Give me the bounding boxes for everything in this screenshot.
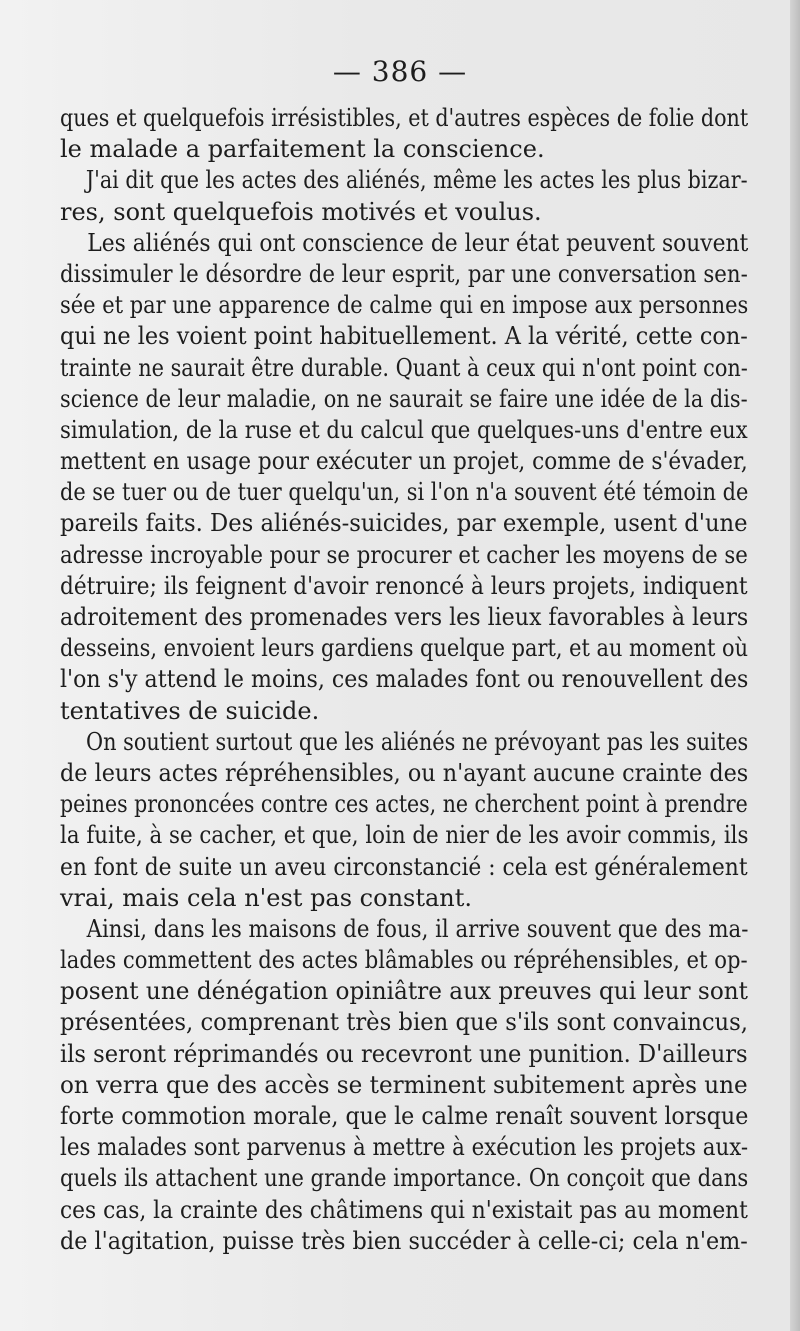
text-line: sée et par une apparence de calme qui en impose aux personnes [60, 291, 749, 320]
text-line: simulation, de la ruse et du calcul que quelques-uns d'entre eux [60, 415, 748, 444]
text-line: tentatives de suicide. [60, 696, 320, 725]
text-line: on verra que des accès se terminent subitement après une [60, 1070, 748, 1099]
text-line: Ainsi, dans les maisons de fous, il arrive souvent que des ma- [86, 914, 749, 943]
text-line: Les aliénés qui ont conscience de leur état peuvent souvent [87, 228, 749, 257]
text-line: trainte ne saurait être durable. Quant à ceux qui n'ont point con- [60, 353, 748, 382]
text-line: de se tuer ou de tuer quelqu'un, si l'on n'a souvent été témoin de [60, 478, 749, 507]
page-number: — 386 — [332, 55, 468, 88]
text-line: de leurs actes répréhensibles, ou n'ayant aucune crainte des [60, 758, 749, 787]
text-line: présentées, comprenant très bien que s'ils sont convaincus, [60, 1008, 749, 1037]
text-line: adroitement des promenades vers les lieux favorables à leurs [60, 603, 749, 631]
text-line: les malades sont parvenus à mettre à exécution les projets aux- [60, 1133, 749, 1162]
text-line: lades commettent des actes blâmables ou répréhensibles, et op- [60, 946, 748, 975]
text-line: On soutient surtout que les aliénés ne prévoyant pas les suites [86, 727, 749, 756]
text-line: de l'agitation, puisse très bien succéder à celle-ci; cela n'em- [60, 1226, 748, 1255]
text-line: forte commotion morale, que le calme renaît souvent lorsque [60, 1102, 749, 1130]
text-line: science de leur maladie, on ne saurait se faire une idée de la dis- [60, 384, 748, 413]
text-line: mettent en usage pour exécuter un projet, comme de s'évader, [60, 447, 748, 476]
page-text [60, 103, 748, 1257]
text-line: le malade a parfaitement la conscience. [60, 135, 545, 164]
text-line: res, sont quelquefois motivés et voulus. [60, 197, 542, 226]
text-line: détruire; ils feignent d'avoir renoncé à leurs projets, indiquent [60, 571, 748, 600]
page-edge [790, 0, 800, 1331]
text-line: ils seront réprimandés ou recevront une punition. D'ailleurs [60, 1039, 748, 1068]
text-line: peines prononcées contre ces actes, ne cherchent point à prendre [60, 790, 748, 819]
text-line: l'on s'y attend le moins, ces malades font ou renouvellent des [60, 665, 749, 694]
text-line: desseins, envoient leurs gardiens quelque part, et au moment où [60, 634, 749, 663]
text-line: pareils faits. Des aliénés-suicides, par exemple, usent d'une [60, 509, 748, 538]
text-line: la fuite, à se cacher, et que, loin de nier de les avoir commis, ils [60, 821, 749, 850]
text-line: en font de suite un aveu circonstancié : cela est généralement [60, 852, 748, 881]
text-line: adresse incroyable pour se procurer et cacher les moyens de se [60, 540, 748, 569]
text-line: ques et quelquefois irrésistibles, et d'autres espèces de folie dont [60, 104, 749, 132]
text-line: qui ne les voient point habituellement. A la vérité, cette con- [60, 322, 748, 351]
text-line: dissimuler le désordre de leur esprit, par une conversation sen- [60, 259, 748, 288]
text-line: posent une dénégation opiniâtre aux preuves qui leur sont [60, 977, 748, 1006]
text-line: J'ai dit que les actes des aliénés, même les actes les plus bizar- [85, 166, 748, 195]
text-line: vrai, mais cela n'est pas constant. [60, 883, 473, 912]
text-line: quels ils attachent une grande importance. On conçoit que dans [60, 1164, 749, 1193]
text-line: ces cas, la crainte des châtimens qui n'existait pas au moment [60, 1195, 748, 1224]
